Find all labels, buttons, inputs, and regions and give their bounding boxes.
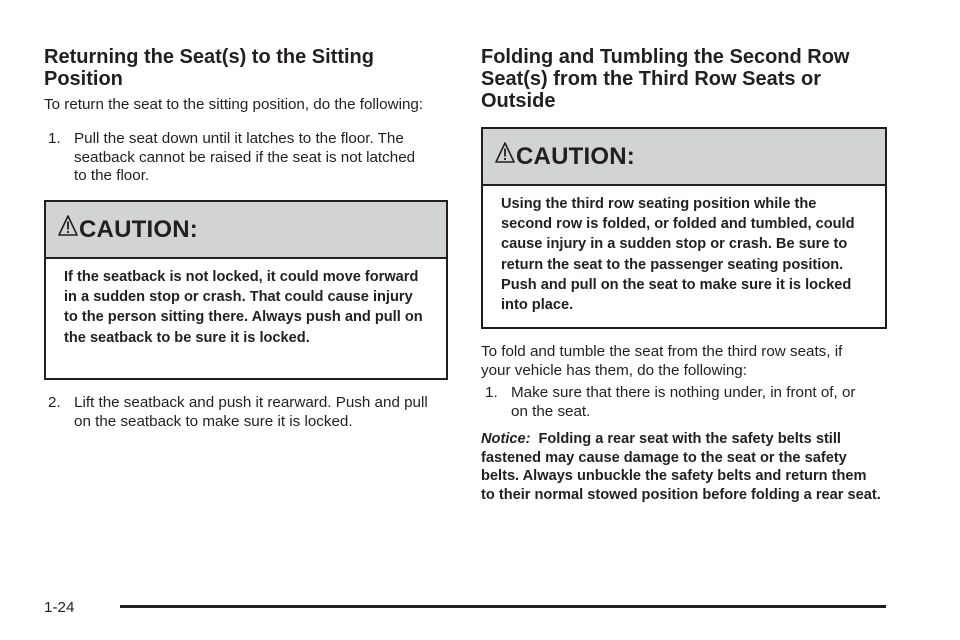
warning-triangle-icon xyxy=(495,142,515,164)
warning-triangle-icon xyxy=(58,215,78,237)
list-item xyxy=(44,130,424,186)
step-number: 1. xyxy=(48,130,61,147)
step-text: Pull the seat down until it latches to the floor. The seatback cannot be raised if the seat is not latched to the floor. xyxy=(74,130,416,184)
caution-box xyxy=(44,200,448,380)
list-item xyxy=(44,394,444,431)
intro-text: To fold and tumble the seat from the third row seats, if your vehicle has them, do the following: xyxy=(481,343,843,379)
steps-list-3 xyxy=(481,384,871,421)
notice-text: Folding a rear seat with the safety belts still fastened may cause damage to the seat or the safety belts. Always unbuckle the safety belts and return them to their normal stowed position before folding a rear seat. xyxy=(481,431,881,503)
step-number: 2. xyxy=(48,394,61,411)
footer-rule xyxy=(120,605,886,608)
step-text: Make sure that there is nothing under, in front of, or on the seat. xyxy=(511,384,856,420)
caution-title: CAUTION: xyxy=(516,142,635,170)
notice-paragraph xyxy=(481,430,881,504)
section-heading-returning-seat: Returning the Seat(s) to the Sitting Position xyxy=(44,46,374,90)
steps-list-1 xyxy=(44,130,424,186)
list-item xyxy=(481,384,871,421)
page-number: 1-24 xyxy=(44,599,75,616)
caution-title: CAUTION: xyxy=(79,215,198,243)
step-text: Lift the seatback and push it rearward. Push and pull on the seatback to make sure it is locked. xyxy=(74,394,428,430)
caution-text: Using the third row seating position while the second row is folded, or folded and tumbled, could cause injury in a sudden stop or crash. Be sure to return the seat to the passenger seating position. Push and pull on the seat to make sure it is locked into place. xyxy=(501,196,855,314)
steps-list-2 xyxy=(44,394,444,431)
caution-box xyxy=(481,127,887,329)
caution-header xyxy=(46,202,446,259)
step-number: 1. xyxy=(485,384,498,401)
notice-label: Notice: xyxy=(481,431,531,447)
section-heading-folding-tumbling: Folding and Tumbling the Second Row Seat(s) from the Third Row Seats or Outside xyxy=(481,46,850,112)
caution-header xyxy=(483,129,885,186)
caution-text: If the seatback is not locked, it could move forward in a sudden stop or crash. That could cause injury to the person sitting there. Always push and pull on the seatback to be sure it is locked. xyxy=(64,269,423,346)
intro-text: To return the seat to the sitting position, do the following: xyxy=(44,96,424,113)
